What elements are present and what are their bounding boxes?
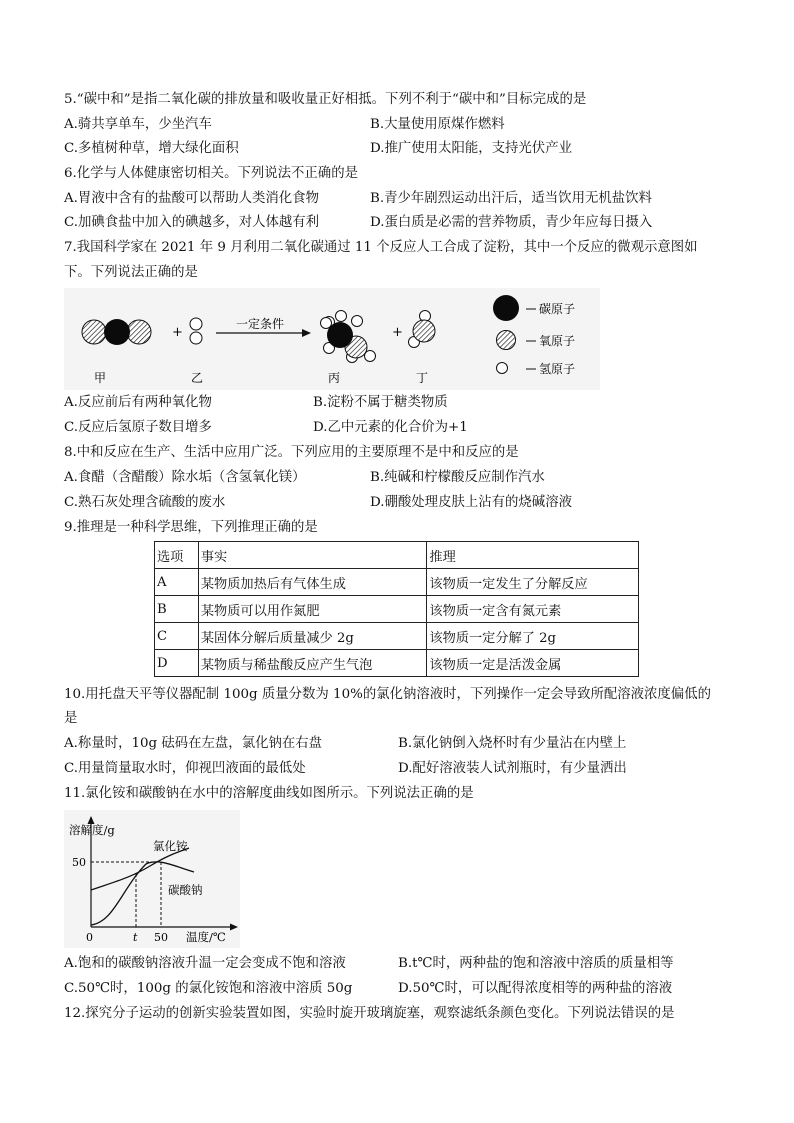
row-b-fact: 某物质可以用作氮肥 — [198, 596, 427, 623]
q12-stem: 12.探究分子运动的创新实验装置如图，实验时旋开玻璃旋塞，观察滤纸条颜色变化。下列说法错误的是 — [64, 1006, 675, 1021]
molecule-jia — [82, 319, 151, 345]
q5-option-c: C.多植树种草，增大绿化面积 — [64, 141, 239, 156]
legend-hydrogen: 氢原子 — [539, 362, 576, 376]
row-b-option: B — [155, 596, 199, 623]
q6-stem: 6.化学与人体健康密切相关。下列说法不正确的是 — [64, 166, 358, 181]
row-c-inference: 该物质一定分解了 2g — [427, 623, 639, 650]
reaction-diagram — [64, 288, 600, 390]
q11-option-a: A.饱和的碳酸钠溶液升温一定会变成不饱和溶液 — [64, 956, 346, 971]
row-c-option: C — [155, 623, 199, 650]
q6-option-d: D.蛋白质是必需的营养物质，青少年应每日摄入 — [370, 215, 653, 230]
q8-stem: 8.中和反应在生产、生活中应用广泛。下列应用的主要原理不是中和反应的是 — [64, 445, 519, 460]
row-a-inference: 该物质一定发生了分解反应 — [427, 569, 639, 596]
q5-option-b: B.大量使用原煤作燃料 — [370, 117, 505, 132]
q7-option-c: C.反应后氢原子数目增多 — [64, 420, 212, 435]
q5-option-d: D.推广使用太阳能，支持光伏产业 — [370, 141, 572, 156]
q7-option-d: D.乙中元素的化合价为+1 — [313, 420, 468, 435]
y-axis-label: 溶解度/g — [69, 823, 115, 837]
q11-option-b: B.t℃时，两种盐的饱和溶液中溶质的质量相等 — [398, 956, 674, 971]
q10-option-d: D.配好溶液装人试剂瓶时，有少量洒出 — [398, 761, 627, 776]
q6-option-a: A.胃液中含有的盐酸可以帮助人类消化食物 — [64, 191, 319, 206]
label-yi: 乙 — [191, 371, 204, 385]
plus-sign-2: + — [392, 325, 403, 340]
table-row — [155, 569, 639, 596]
q7-option-a: A.反应前后有两种氧化物 — [64, 395, 212, 410]
row-a-option: A — [155, 569, 199, 596]
row-c-fact: 某固体分解后质量减少 2g — [198, 623, 427, 650]
x-tick-50: 50 — [154, 931, 168, 944]
q10-option-a: A.称量时，10g 砝码在左盘，氯化钠在右盘 — [64, 736, 323, 751]
q8-option-c: C.熟石灰处理含硫酸的废水 — [64, 495, 226, 510]
row-a-fact: 某物质加热后有气体生成 — [198, 569, 427, 596]
q7-option-b: B.淀粉不属于糖类物质 — [313, 395, 448, 410]
label-sodium-carbonate: 碳酸钠 — [168, 883, 203, 897]
q6-option-c: C.加碘食盐中加入的碘越多，对人体越有利 — [64, 215, 320, 230]
table-row — [155, 650, 639, 677]
plus-sign-1: + — [172, 325, 183, 340]
x-axis-label: 温度/℃ — [186, 930, 226, 944]
q10-option-b: B.氯化钠倒入烧杯时有少量沾在内壁上 — [398, 736, 627, 751]
header-option: 选项 — [155, 542, 199, 569]
label-ding: 丁 — [416, 371, 429, 385]
x-tick-t: t — [133, 931, 138, 944]
legend-oxygen: 氧原子 — [539, 334, 576, 348]
q9-table — [154, 541, 639, 677]
table-row — [155, 596, 639, 623]
q9-stem: 9.推理是一种科学思维，下列推理正确的是 — [64, 520, 318, 535]
q6-option-b: B.青少年剧烈运动出汗后，适当饮用无机盐饮料 — [370, 191, 652, 206]
y-tick-50: 50 — [72, 856, 86, 869]
q5-stem: 5.“碳中和”是指二氧化碳的排放量和吸收量正好相抵。下列不利于“碳中和”目标完成的是 — [64, 92, 587, 107]
row-d-option: D — [155, 650, 199, 677]
table-row — [155, 623, 639, 650]
q7-stem-line2: 下。下列说法正确的是 — [64, 265, 198, 280]
row-b-inference: 该物质一定含有氮元素 — [427, 596, 639, 623]
q11-stem: 11.氯化铵和碳酸钠在水中的溶解度曲线如图所示。下列说法正确的是 — [64, 786, 474, 801]
q11-option-d: D.50℃时，可以配得浓度相等的两种盐的溶液 — [398, 981, 673, 996]
label-jia: 甲 — [94, 371, 107, 385]
q5-option-a: A.骑共享单车，少坐汽车 — [64, 117, 212, 132]
label-ammonium-chloride: 氯化铵 — [153, 839, 188, 853]
q10-stem-line1: 10.用托盘天平等仪器配制 100g 质量分数为 10%的氯化钠溶液时，下列操作一定会导致所配溶液浓度偏低的 — [64, 687, 711, 702]
q8-option-a: A.食醋（含醋酸）除水垢（含氢氧化镁） — [64, 470, 306, 485]
row-d-fact: 某物质与稀盐酸反应产生气泡 — [198, 650, 427, 677]
reaction-condition: 一定条件 — [235, 317, 285, 331]
row-d-inference: 该物质一定是活泼金属 — [427, 650, 639, 677]
legend-carbon: 碳原子 — [539, 302, 576, 316]
solubility-chart — [64, 810, 240, 948]
q7-stem-line1: 7.我国科学家在 2021 年 9 月利用二氧化碳通过 11 个反应人工合成了淀粉，其中一个反应的微观示意图如 — [64, 240, 698, 255]
q10-option-c: C.用量筒量取水时，仰视凹液面的最低处 — [64, 761, 306, 776]
table-header-row — [155, 542, 639, 569]
q10-stem-line2: 是 — [64, 711, 78, 726]
q8-option-b: B.纯碱和柠檬酸反应制作汽水 — [370, 470, 545, 485]
header-inference: 推理 — [427, 542, 639, 569]
q11-option-c: C.50℃时，100g 的氯化铵饱和溶液中溶质 50g — [64, 981, 353, 996]
header-fact: 事实 — [198, 542, 427, 569]
label-bing: 丙 — [328, 371, 341, 385]
origin-label: 0 — [86, 931, 93, 944]
q8-option-d: D.硼酸处理皮肤上沾有的烧碱溶液 — [370, 495, 572, 510]
